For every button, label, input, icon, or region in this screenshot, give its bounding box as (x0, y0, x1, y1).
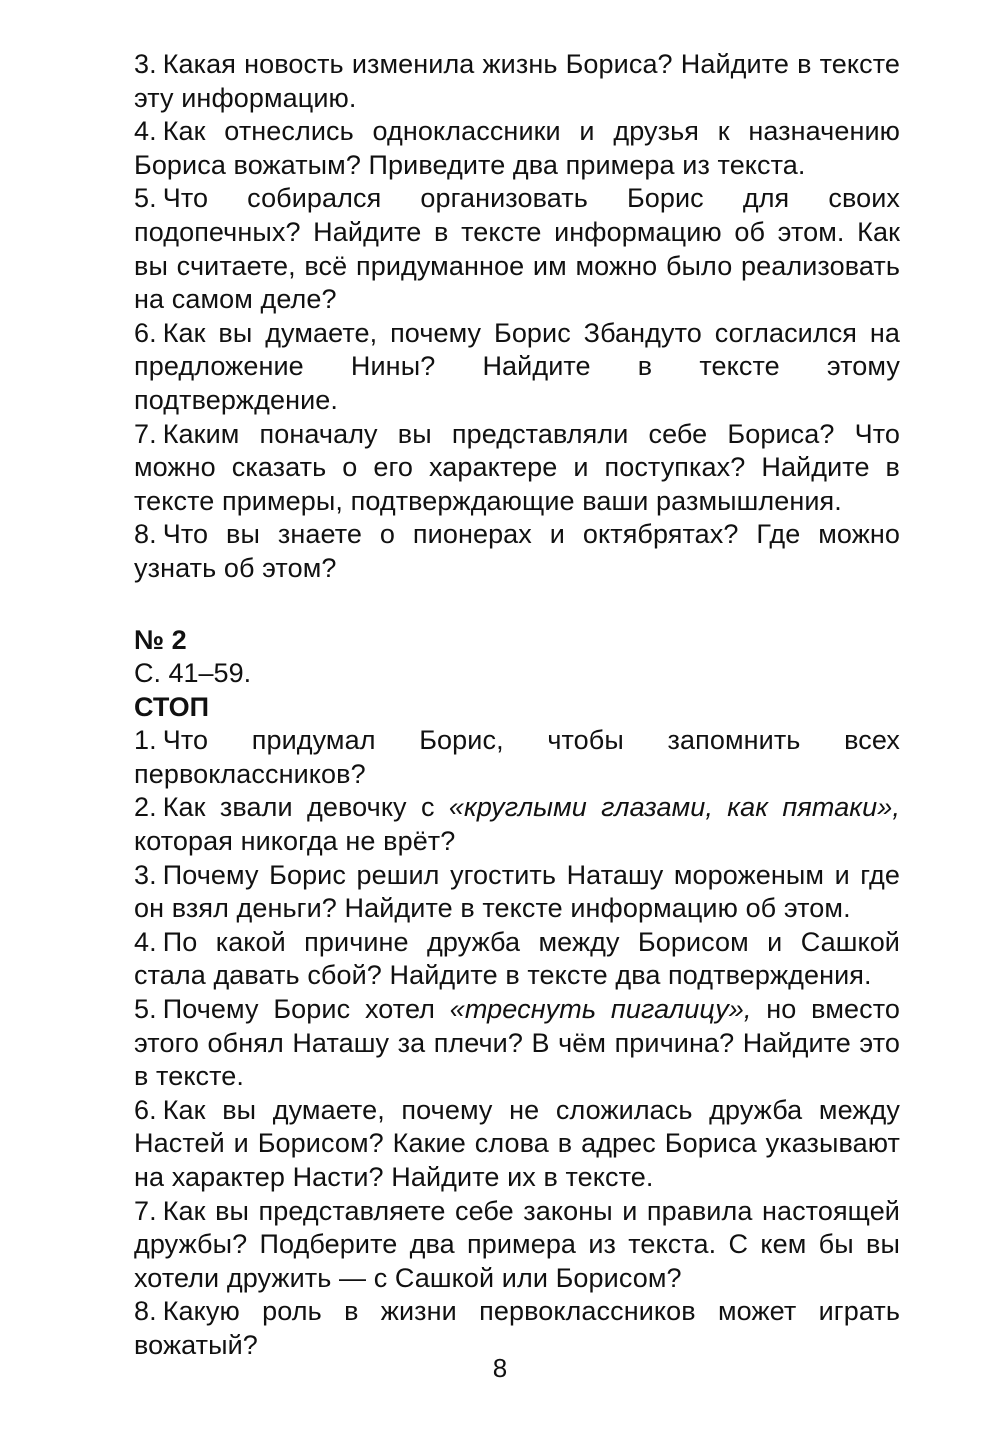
question-text: По какой причине дружба между Борисом и Сашкой стала давать сбой? Найдите в тексте два подтверждения. (134, 926, 900, 991)
question-text: но вместо этого обнял Наташу за плечи? В чём причина? Найдите это в тексте. (134, 994, 900, 1092)
question-text: Как вы представляете себе законы и правила настоящей дружбы? Подберите два примера из текста. С кем бы вы хотели дружить — с Сашкой или Борисом? (134, 1195, 900, 1293)
question-text: Как вы думаете, почему не сложилась дружба между Настей и Борисом? Какие слова в адрес Бориса указывают на характер Насти? Найдите их в тексте. (134, 1094, 900, 1192)
s2-question-2 (134, 791, 900, 858)
question-text: Какая новость изменила жизнь Бориса? Найдите в тексте эту информацию. (134, 49, 900, 113)
question-text: Что вы знаете о пионерах и октябрятах? Где можно узнать об этом? (134, 519, 900, 583)
section-number: № 2 (134, 624, 187, 655)
question-4 (134, 115, 900, 182)
question-text: Как вы думаете, почему Борис Збандуто согласился на предложение Нины? Найдите в тексте этому подтверждение. (134, 317, 900, 415)
question-text: которая никогда не врёт? (134, 826, 456, 857)
question-number: 2. (134, 792, 157, 823)
question-text: Какую роль в жизни первоклассников может играть вожатый? (134, 1296, 900, 1360)
s2-question-4 (134, 926, 900, 993)
s2-question-5 (134, 993, 900, 1094)
question-7 (134, 418, 900, 519)
page-number: 8 (492, 1353, 508, 1383)
s2-question-6 (134, 1094, 900, 1195)
question-text: Что придумал Борис, чтобы запомнить всех первоклассников? (134, 725, 900, 789)
question-number: 7. (134, 1195, 157, 1226)
question-number: 8. (134, 519, 157, 550)
question-quote: «круглыми глазами, как пятаки», (448, 792, 900, 823)
page-range: С. 41–59. (134, 658, 252, 689)
question-text: Почему Борис решил угостить Наташу мороженым и где он взял деньги? Найдите в тексте информацию об этом. (134, 859, 900, 924)
question-number: 6. (134, 1094, 157, 1125)
document-page (134, 48, 900, 1363)
question-text: Что собирался организовать Борис для своих подопечных? Найдите в тексте информацию об этом. Как вы считаете, всё придуманное им можно было реализовать на самом деле? (134, 183, 900, 315)
s2-question-1 (134, 724, 900, 791)
question-number: 3. (134, 49, 157, 79)
question-number: 4. (134, 116, 157, 147)
question-6 (134, 317, 900, 418)
question-number: 4. (134, 926, 157, 957)
s2-question-7 (134, 1195, 900, 1296)
question-text: Как отнеслись одноклассники и друзья к назначению Бориса вожатым? Приведите два примера из текста. (134, 116, 900, 180)
stop-heading: СТОП (134, 691, 210, 722)
question-number: 5. (134, 183, 157, 214)
question-number: 1. (134, 725, 157, 756)
question-quote: «треснуть пигалицу», (449, 994, 752, 1025)
question-number: 5. (134, 994, 157, 1025)
question-number: 8. (134, 1296, 157, 1327)
s2-question-3 (134, 859, 900, 926)
question-3 (134, 48, 900, 115)
question-number: 3. (134, 859, 157, 890)
question-text: Каким поначалу вы представляли себе Бориса? Что можно сказать о его характере и поступках? Найдите в тексте примеры, подтверждающие ваши размышления. (134, 418, 900, 516)
question-text: Как звали девочку с (162, 792, 449, 823)
question-number: 7. (134, 418, 157, 449)
section-gap (134, 586, 900, 624)
question-text: Почему Борис хотел (162, 994, 450, 1025)
question-number: 6. (134, 317, 157, 348)
question-8 (134, 518, 900, 585)
question-5 (134, 182, 900, 316)
